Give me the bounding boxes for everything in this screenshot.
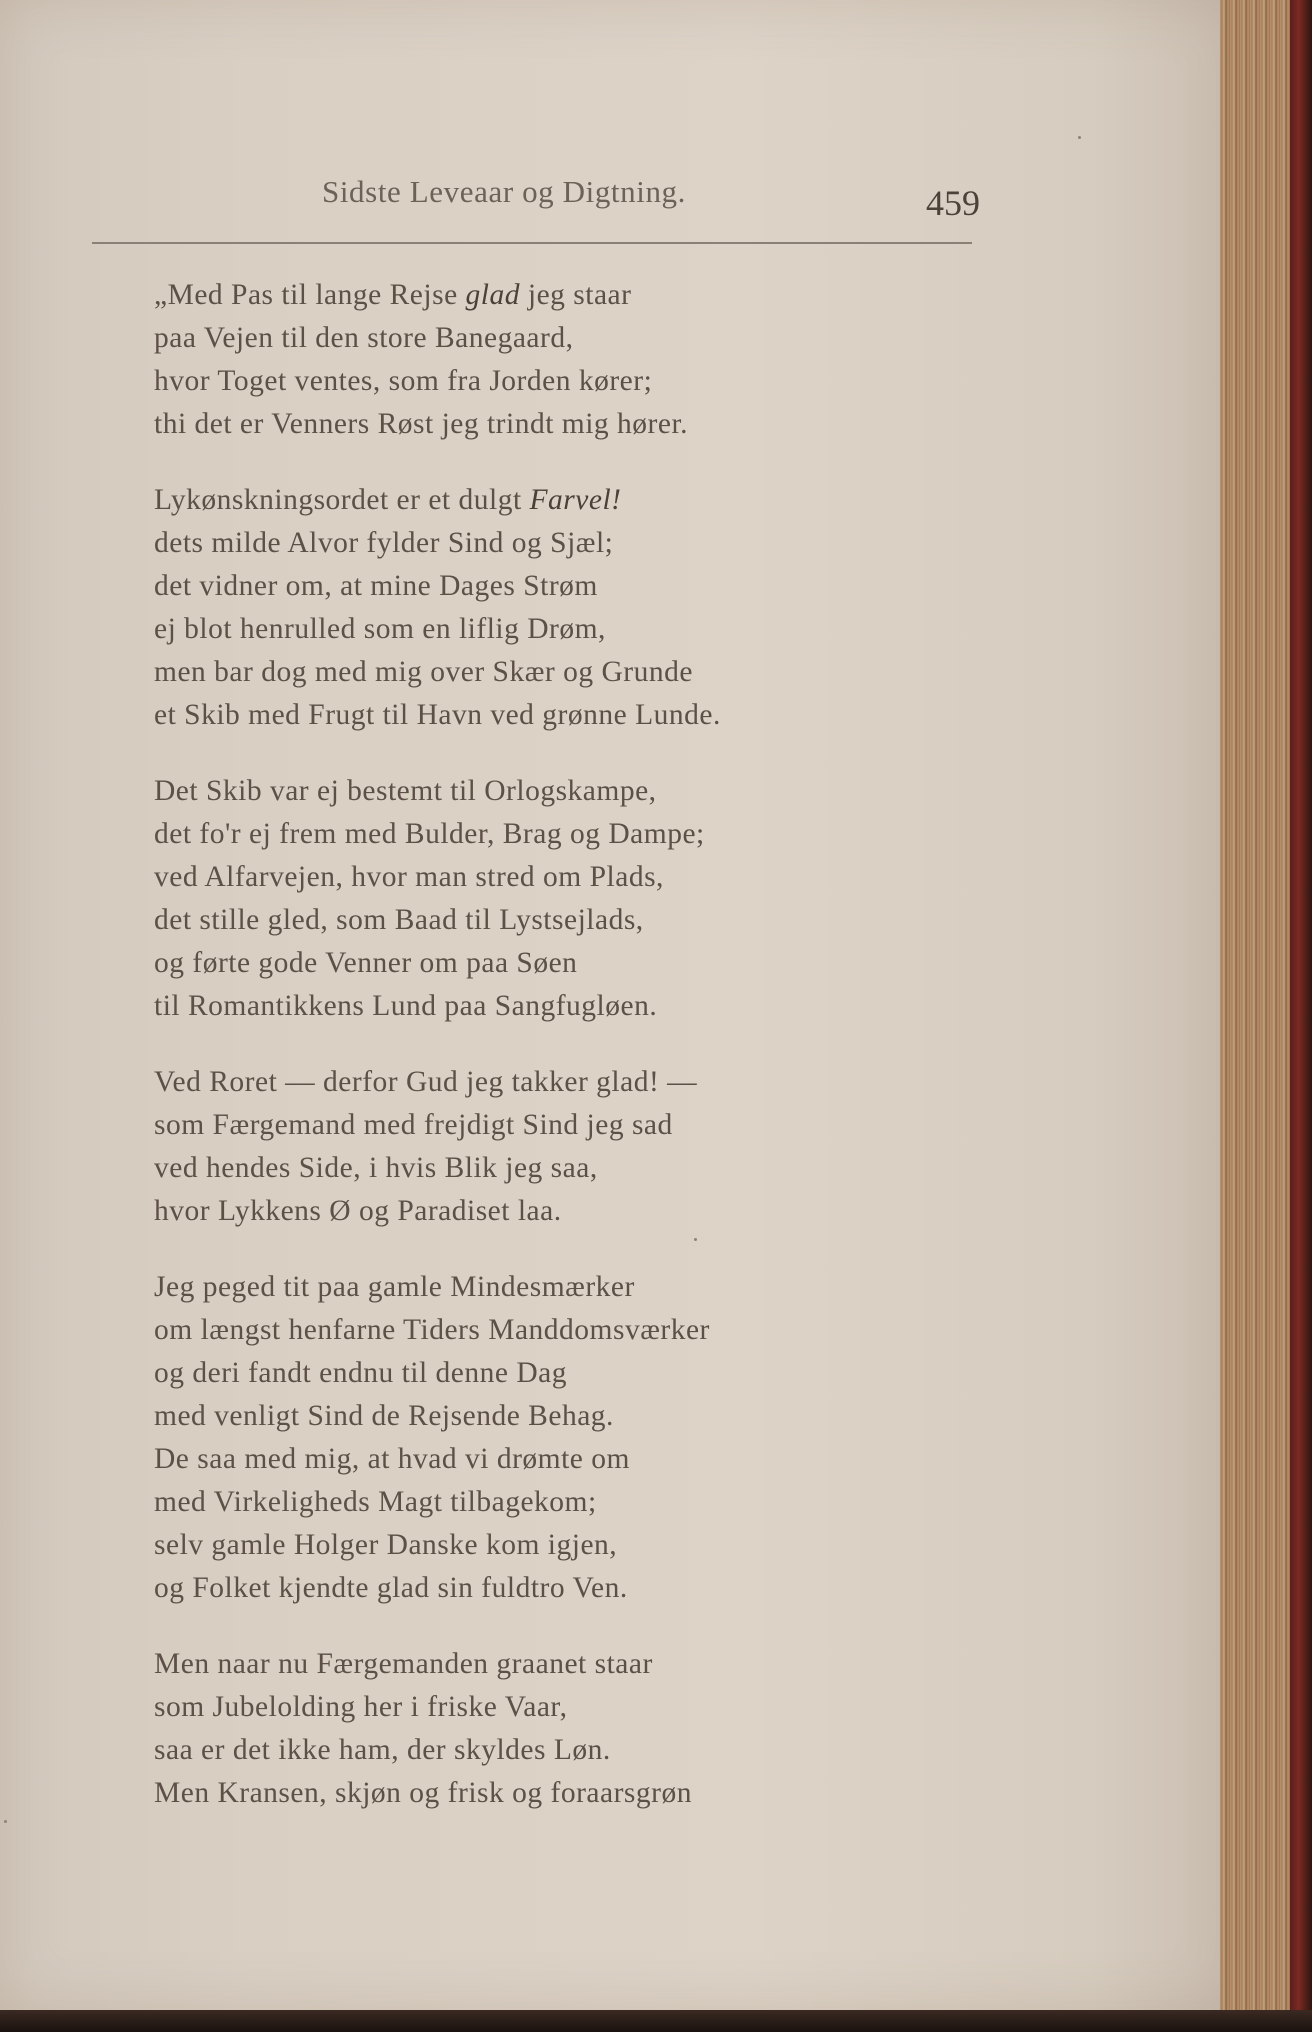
poem-line: saa er det ikke ham, der skyldes Løn.	[154, 1734, 611, 1766]
poem-line: som Færgemand med frejdigt Sind jeg sad	[154, 1109, 673, 1141]
poem-line: og deri fandt endnu til denne Dag	[154, 1357, 567, 1389]
page-number: 459	[926, 183, 980, 223]
poem-line: men bar dog med mig over Skær og Grunde	[154, 656, 693, 688]
poem-line: ej blot henrulled som en liflig Drøm,	[154, 613, 606, 645]
emphasized-word: Farvel!	[529, 484, 622, 516]
poem-line: hvor Lykkens Ø og Paradiset laa.	[154, 1195, 562, 1227]
poem-line: hvor Toget ventes, som fra Jorden kører;	[154, 365, 653, 397]
book-cover-edge	[1290, 0, 1312, 2032]
poem-line: om længst henfarne Tiders Manddomsværker	[154, 1314, 710, 1346]
stanza	[154, 770, 934, 1028]
stanza	[154, 1266, 934, 1610]
line-text: „Med Pas til lange Rejse	[154, 279, 466, 311]
poem-line: Det Skib var ej bestemt til Orlogskampe,	[154, 775, 657, 807]
paper-speck	[694, 1238, 697, 1241]
paper-speck	[1078, 136, 1081, 139]
poem-line: som Jubelolding her i friske Vaar,	[154, 1691, 568, 1723]
book-bottom-edge	[0, 2010, 1312, 2032]
poem-line: det vidner om, at mine Dages Strøm	[154, 570, 598, 602]
poem-line	[154, 274, 934, 317]
stanza	[154, 1643, 934, 1815]
poem-line	[154, 479, 934, 522]
stanza	[154, 274, 934, 446]
poem-body	[154, 274, 934, 1848]
poem-line: et Skib med Frugt til Havn ved grønne Lunde.	[154, 699, 721, 731]
poem-line: det stille gled, som Baad til Lystsejlads,	[154, 904, 644, 936]
poem-line: med venligt Sind de Rejsende Behag.	[154, 1400, 614, 1432]
poem-line: Ved Roret — derfor Gud jeg takker glad! —	[154, 1066, 698, 1098]
line-text: Lykønskningsordet er et dulgt	[154, 484, 530, 516]
poem-line: De saa med mig, at hvad vi drømte om	[154, 1443, 630, 1475]
poem-line: det fo'r ej frem med Bulder, Brag og Dampe;	[154, 818, 705, 850]
page-header	[92, 166, 980, 246]
poem-line: med Virkeligheds Magt tilbagekom;	[154, 1486, 597, 1518]
poem-line: Jeg peged tit paa gamle Mindesmærker	[154, 1271, 635, 1303]
poem-line: Men Kransen, skjøn og frisk og foraarsgrøn	[154, 1777, 692, 1809]
stanza	[154, 1061, 934, 1233]
poem-line: til Romantikkens Lund paa Sangfugløen.	[154, 990, 658, 1022]
paper-speck	[4, 1820, 7, 1823]
poem-line: Men naar nu Færgemanden graanet staar	[154, 1648, 653, 1680]
poem-line: selv gamle Holger Danske kom igjen,	[154, 1529, 618, 1561]
poem-line: dets milde Alvor fylder Sind og Sjæl;	[154, 527, 614, 559]
line-text: jeg staar	[520, 279, 632, 311]
poem-line: thi det er Venners Røst jeg trindt mig hører.	[154, 408, 689, 440]
poem-line: ved hendes Side, i hvis Blik jeg saa,	[154, 1152, 598, 1184]
poem-line: ved Alfarvejen, hvor man stred om Plads,	[154, 861, 664, 893]
header-rule	[92, 242, 972, 244]
emphasized-word: glad	[465, 279, 520, 311]
stanza	[154, 479, 934, 737]
poem-line: paa Vejen til den store Banegaard,	[154, 322, 574, 354]
poem-line: og førte gode Venner om paa Søen	[154, 947, 578, 979]
poem-line: og Folket kjendte glad sin fuldtro Ven.	[154, 1572, 628, 1604]
running-head: Sidste Leveaar og Digtning.	[322, 174, 687, 209]
